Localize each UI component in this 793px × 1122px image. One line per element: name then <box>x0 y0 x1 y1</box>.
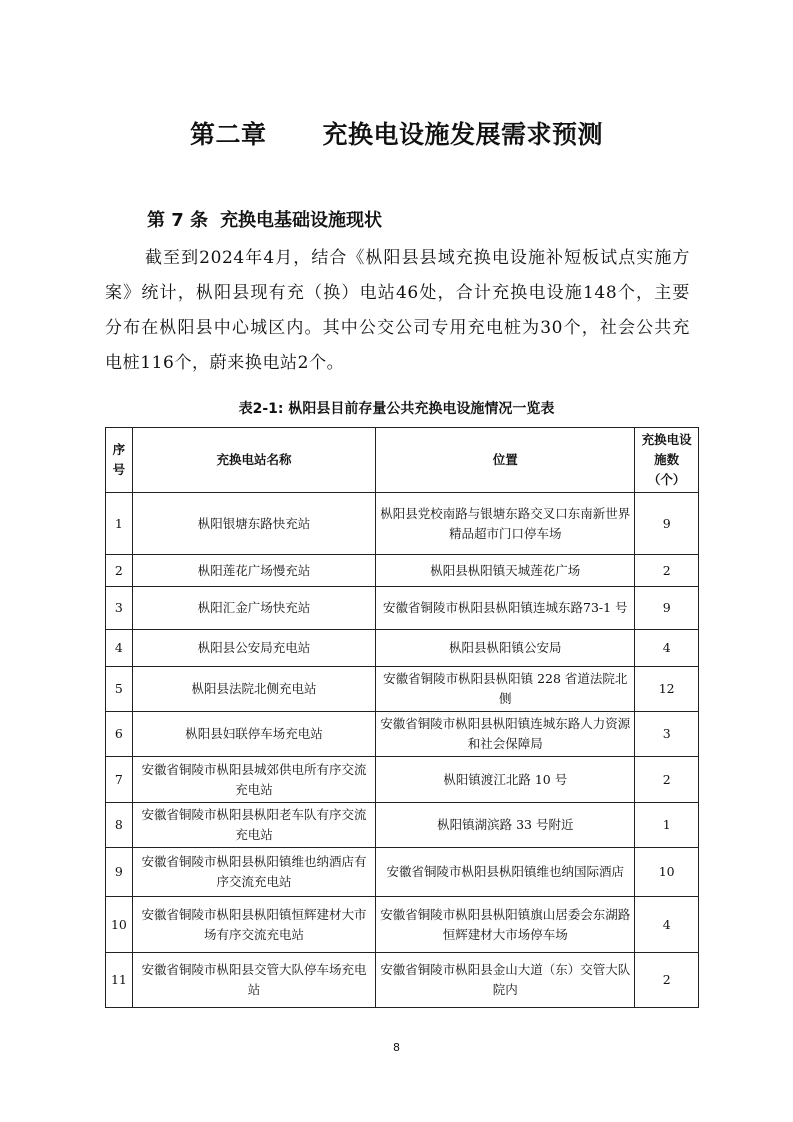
cell-count: 4 <box>635 897 699 953</box>
body-paragraph: 截至到2024年4月，结合《枞阳县县域充换电设施补短板试点实施方案》统计，枞阳县现有充（换）电站46处，合计充换电设施148个，主要分布在枞阳县中心城区内。其中公交公司专用充电桩为30个，社会公共充电桩116个，蔚来换电站2个。 <box>105 248 690 373</box>
table-body <box>106 493 699 1008</box>
cell-location: 枞阳县枞阳镇公安局 <box>376 630 635 667</box>
cell-seq: 4 <box>106 630 133 667</box>
cell-location: 安徽省铜陵市枞阳县枞阳镇连城东路人力资源和社会保障局 <box>376 712 635 757</box>
cell-name: 枞阳莲花广场慢充站 <box>132 555 375 587</box>
charging-facility-table <box>105 427 699 1008</box>
chapter-name: 充换电设施发展需求预测 <box>322 120 604 149</box>
table-row <box>106 803 699 848</box>
table-row <box>106 953 699 1008</box>
header-name: 充换电站名称 <box>132 428 375 493</box>
cell-name: 安徽省铜陵市枞阳县城郊供电所有序交流充电站 <box>132 757 375 803</box>
cell-seq: 11 <box>106 953 133 1008</box>
cell-count: 10 <box>635 848 699 897</box>
cell-count: 1 <box>635 803 699 848</box>
cell-location: 枞阳县党校南路与银塘东路交叉口东南新世界精品超市门口停车场 <box>376 493 635 555</box>
table-caption: 表2-1: 枞阳县目前存量公共充换电设施情况一览表 <box>238 401 555 417</box>
cell-name: 枞阳汇金广场快充站 <box>132 587 375 630</box>
cell-location: 枞阳县枞阳镇天城莲花广场 <box>376 555 635 587</box>
article-heading <box>147 206 382 232</box>
cell-count: 12 <box>635 667 699 712</box>
cell-location: 安徽省铜陵市枞阳县枞阳镇 228 省道法院北侧 <box>376 667 635 712</box>
chapter-number: 第二章 <box>189 120 267 149</box>
table-row <box>106 848 699 897</box>
table-row <box>106 630 699 667</box>
cell-seq: 8 <box>106 803 133 848</box>
article-title: 充换电基础设施现状 <box>220 210 383 231</box>
cell-location: 安徽省铜陵市枞阳县枞阳镇旗山居委会东湖路恒辉建材大市场停车场 <box>376 897 635 953</box>
cell-name: 安徽省铜陵市枞阳县交管大队停车场充电站 <box>132 953 375 1008</box>
cell-name: 枞阳县法院北侧充电站 <box>132 667 375 712</box>
cell-seq: 7 <box>106 757 133 803</box>
table-row <box>106 555 699 587</box>
cell-seq: 1 <box>106 493 133 555</box>
cell-count: 2 <box>635 757 699 803</box>
cell-location: 安徽省铜陵市枞阳县金山大道（东）交管大队院内 <box>376 953 635 1008</box>
header-count: 充换电设施数（个） <box>635 428 699 493</box>
table-header-row <box>106 428 699 493</box>
cell-count: 2 <box>635 953 699 1008</box>
cell-name: 安徽省铜陵市枞阳县枞阳老车队有序交流充电站 <box>132 803 375 848</box>
cell-count: 3 <box>635 712 699 757</box>
cell-seq: 5 <box>106 667 133 712</box>
cell-name: 安徽省铜陵市枞阳县枞阳镇维也纳酒店有序交流充电站 <box>132 848 375 897</box>
cell-seq: 10 <box>106 897 133 953</box>
cell-count: 9 <box>635 587 699 630</box>
cell-name: 枞阳银塘东路快充站 <box>132 493 375 555</box>
cell-location: 枞阳镇湖滨路 33 号附近 <box>376 803 635 848</box>
table-row <box>106 712 699 757</box>
cell-count: 9 <box>635 493 699 555</box>
cell-seq: 9 <box>106 848 133 897</box>
cell-location: 安徽省铜陵市枞阳县枞阳镇维也纳国际酒店 <box>376 848 635 897</box>
table-row <box>106 897 699 953</box>
chapter-title <box>0 115 793 151</box>
table-row <box>106 493 699 555</box>
cell-location: 枞阳镇渡江北路 10 号 <box>376 757 635 803</box>
cell-seq: 3 <box>106 587 133 630</box>
cell-seq: 2 <box>106 555 133 587</box>
table-row <box>106 667 699 712</box>
header-location: 位置 <box>376 428 635 493</box>
header-seq: 序号 <box>106 428 133 493</box>
cell-count: 4 <box>635 630 699 667</box>
table-row <box>106 587 699 630</box>
cell-name: 枞阳县妇联停车场充电站 <box>132 712 375 757</box>
cell-name: 枞阳县公安局充电站 <box>132 630 375 667</box>
page-number: 8 <box>393 1041 400 1054</box>
article-label: 第 7 条 <box>147 210 209 231</box>
cell-name: 安徽省铜陵市枞阳县枞阳镇恒辉建材大市场有序交流充电站 <box>132 897 375 953</box>
table-row <box>106 757 699 803</box>
cell-count: 2 <box>635 555 699 587</box>
cell-seq: 6 <box>106 712 133 757</box>
cell-location: 安徽省铜陵市枞阳县枞阳镇连城东路73-1 号 <box>376 587 635 630</box>
